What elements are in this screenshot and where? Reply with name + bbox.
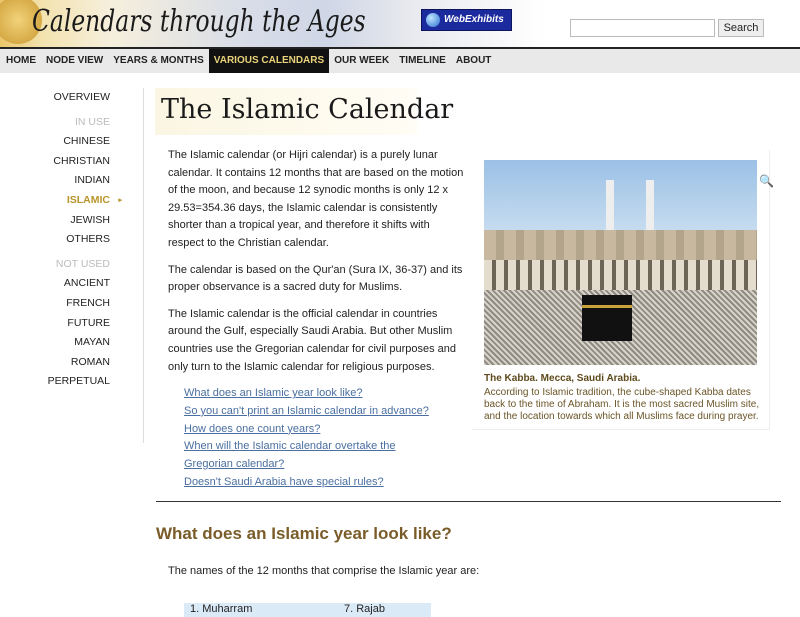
sidebar-divider bbox=[143, 88, 144, 443]
caption-title: The Kabba. Mecca, Saudi Arabia. bbox=[484, 373, 641, 384]
site-logo-title: Calendars through the Ages bbox=[32, 4, 366, 39]
webexhibits-logo[interactable] bbox=[421, 9, 512, 31]
link-overtake-gregorian[interactable]: When will the Islamic calendar overtake the Gregorian calendar? bbox=[184, 440, 396, 470]
sidebar-item-roman[interactable]: ROMAN bbox=[70, 355, 110, 368]
main-nav bbox=[0, 47, 800, 73]
page-title-banner bbox=[155, 88, 454, 135]
nav-node-view[interactable]: NODE VIEW bbox=[46, 55, 104, 66]
kabba-photo[interactable] bbox=[484, 160, 757, 365]
sidebar-item-jewish[interactable]: JEWISH bbox=[70, 213, 110, 226]
nav-years-months[interactable]: YEARS & MONTHS bbox=[113, 55, 204, 66]
nav-timeline[interactable]: TIMELINE bbox=[399, 55, 446, 66]
nav-various-calendars[interactable]: VARIOUS CALENDARS bbox=[209, 49, 329, 73]
month-cell: 1. Muharram bbox=[190, 603, 253, 616]
month-cell: 7. Rajab bbox=[344, 603, 385, 616]
link-print-in-advance[interactable]: So you can't print an Islamic calendar in advance? bbox=[184, 404, 429, 417]
sidebar-item-indian[interactable]: INDIAN bbox=[74, 174, 110, 187]
sidebar-heading-not-used: NOT USED bbox=[55, 257, 110, 270]
section-divider bbox=[156, 501, 781, 502]
faq-links bbox=[184, 385, 444, 491]
search-button[interactable]: Search bbox=[718, 19, 764, 37]
magnifier-icon[interactable]: 🔍 bbox=[759, 174, 774, 188]
buildings bbox=[484, 230, 757, 260]
nav-about[interactable]: ABOUT bbox=[455, 55, 492, 66]
sidebar-item-others[interactable]: OTHERS bbox=[66, 233, 110, 246]
arrow-right-icon: ▸ bbox=[118, 196, 122, 204]
months-table bbox=[184, 603, 431, 617]
link-count-years[interactable]: How does one count years? bbox=[184, 422, 321, 435]
usage-paragraph: The Islamic calendar is the official calendar in countries around the Gulf, especially Saudi Arabia. But other Muslim countries use the Gregorian calendar for civil purposes and only turn to the Islamic calendar for religious purposes. bbox=[168, 307, 456, 373]
quran-paragraph: The calendar is based on the Qur'an (Sura IX, 36-37) and its proper observance is a sacred duty for Muslims. bbox=[168, 263, 463, 294]
site-banner bbox=[0, 0, 800, 47]
globe-icon bbox=[426, 13, 440, 27]
section-heading: What does an Islamic year look like? bbox=[156, 524, 452, 544]
sidebar bbox=[0, 88, 122, 392]
kaaba bbox=[582, 295, 632, 341]
section-text: The names of the 12 months that comprise the Islamic year are: bbox=[168, 565, 480, 578]
arcade bbox=[484, 260, 757, 290]
nav-our-week[interactable]: OUR WEEK bbox=[334, 55, 390, 66]
sidebar-heading-in-use: IN USE bbox=[74, 115, 110, 128]
link-saudi-rules[interactable]: Doesn't Saudi Arabia have special rules? bbox=[184, 475, 384, 488]
sidebar-item-perpetual[interactable]: PERPETUAL bbox=[47, 375, 110, 388]
sidebar-item-future[interactable]: FUTURE bbox=[67, 316, 110, 329]
link-islamic-year[interactable]: What does an Islamic year look like? bbox=[184, 387, 363, 400]
sidebar-item-mayan[interactable]: MAYAN bbox=[74, 336, 110, 349]
webexhibits-label: WebExhibits bbox=[444, 14, 504, 25]
intro-paragraph: The Islamic calendar (or Hijri calendar) is a purely lunar calendar. It contains 12 months that are based on the motion of the moon, and because 12 synodic months is only 12 x 29.53=354.36 days, the Islamic calendar is consistently shorter than a tropical year, and therefore it shifts with respect to the Christian calendar. bbox=[168, 149, 464, 249]
sidebar-item-ancient[interactable]: ANCIENT bbox=[63, 277, 110, 290]
sidebar-item-christian[interactable]: CHRISTIAN bbox=[53, 154, 110, 167]
sidebar-item-chinese[interactable]: CHINESE bbox=[63, 135, 110, 148]
page-title: The Islamic Calendar bbox=[161, 94, 454, 125]
search-input[interactable] bbox=[570, 19, 715, 37]
sidebar-item-french[interactable]: FRENCH bbox=[66, 296, 110, 309]
nav-home[interactable]: HOME bbox=[6, 55, 36, 66]
caption-text: According to Islamic tradition, the cube-shaped Kabba dates back to the time of Abraham. It is the most sacred Muslim site, and the location towards which all Muslims face during prayer. bbox=[484, 387, 760, 422]
sidebar-item-islamic[interactable] bbox=[0, 191, 122, 211]
sidebar-item-label: ISLAMIC bbox=[66, 193, 110, 206]
sidebar-overview[interactable]: OVERVIEW bbox=[53, 91, 110, 103]
